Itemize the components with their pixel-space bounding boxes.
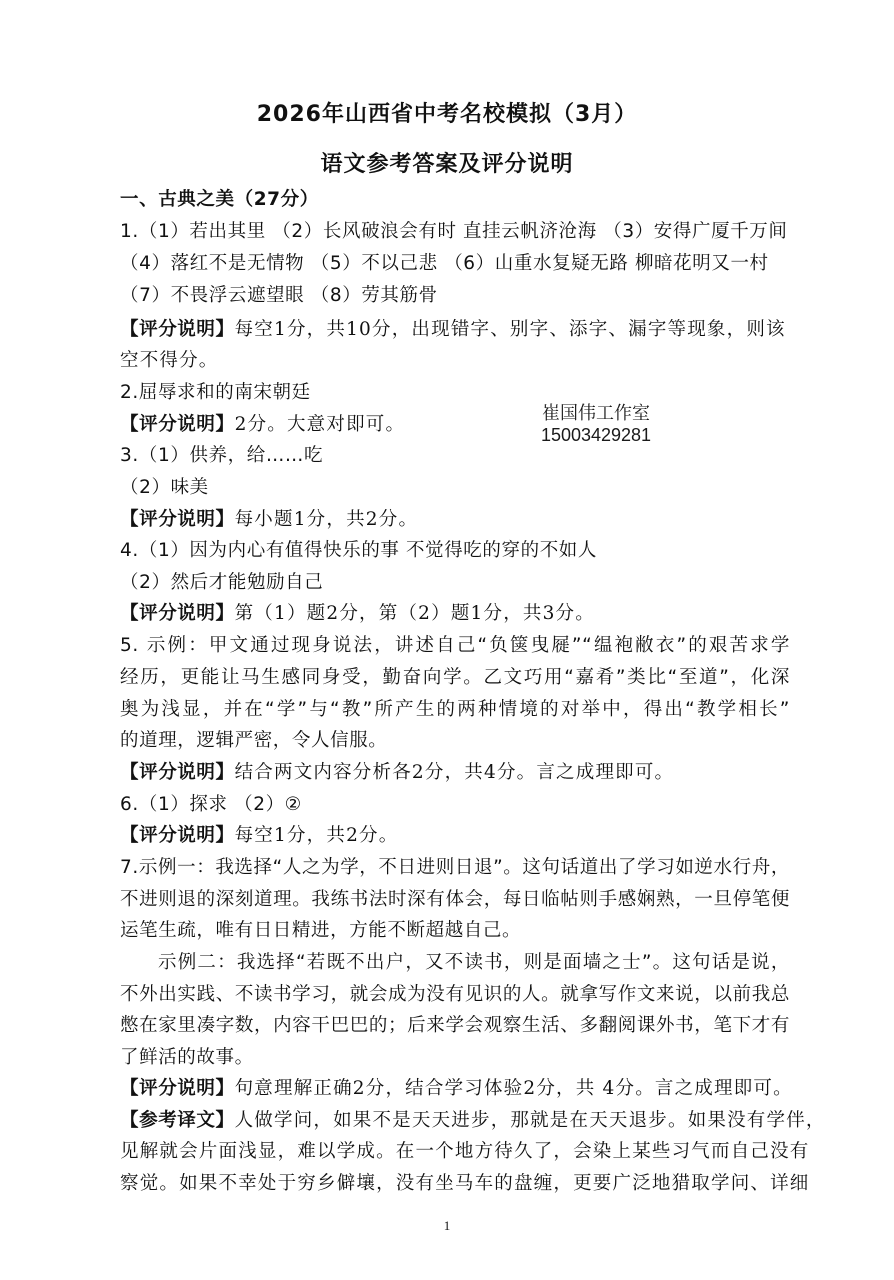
q7-answer-line: 了鲜活的故事。 — [120, 1047, 254, 1068]
q7-answer-line: 憋在家里凑字数，内容干巴巴的；后来学会观察生活、多翻阅课外书，笔下才有 — [120, 1015, 790, 1036]
q4-answer-line: 4.（1）因为内心有值得快乐的事 不觉得吃的穿的不如人 — [120, 540, 598, 561]
q2-answer: 2.屈辱求和的南宋朝廷 — [120, 382, 311, 403]
scoring-label: 【评分说明】 — [120, 603, 235, 624]
watermark-name: 崔国伟工作室 — [542, 403, 650, 423]
q4-answer-line: （2）然后才能勉励自己 — [120, 572, 324, 593]
scoring-text: 结合两文内容分析各2分，共4分。言之成理即可。 — [234, 762, 675, 783]
scoring-text: 每空1分，共2分。 — [234, 825, 399, 846]
q3-answer-line: （2）味美 — [120, 477, 209, 498]
q7-translation — [120, 1109, 826, 1133]
section-heading: 一、古典之美（27分） — [120, 189, 319, 210]
q5-scoring-note — [120, 761, 790, 785]
document-subtitle: 语文参考答案及评分说明 — [320, 152, 574, 177]
scoring-label: 【评分说明】 — [120, 509, 235, 530]
scoring-text: 2分。大意对即可。 — [234, 414, 406, 435]
q5-answer-line: 的道理，逻辑严密，令人信服。 — [120, 730, 388, 751]
watermark-phone: 15003429281 — [540, 425, 652, 445]
scoring-label: 【评分说明】 — [120, 825, 235, 846]
q7-translation-cont: 察觉。如果不幸处于穷乡僻壤，没有坐马车的盘缠，更要广泛地猎取学问、详细 — [120, 1173, 810, 1194]
q3-answer-line: 3.（1）供养，给……吃 — [120, 445, 324, 466]
q1-answer-line: （7）不畏浮云遮望眼 （8）劳其筋骨 — [120, 285, 438, 306]
q7-answer-line: 不进则退的深刻道理。我练书法时深有体会，每日临帖则手感娴熟，一旦停笔便 — [120, 889, 790, 910]
scoring-text: 句意理解正确2分，结合学习体验2分，共 4分。言之成理即可。 — [234, 1078, 793, 1099]
scoring-text: 每空1分，共10分，出现错字、别字、添字、漏字等现象，则该 — [234, 319, 786, 340]
scoring-label: 【评分说明】 — [120, 319, 235, 340]
scoring-label: 【评分说明】 — [120, 1078, 235, 1099]
page-number: 1 — [443, 1218, 451, 1233]
q5-answer-line: 奥为浅显，并在“学”与“教”所产生的两种情境的对举中，得出“教学相长” — [120, 699, 790, 720]
studio-watermark — [526, 402, 666, 446]
q7-answer-line: 不外出实践、不读书学习，就会成为没有见识的人。就拿写作文来说，以前我总 — [120, 984, 790, 1005]
q2-scoring-note — [120, 413, 790, 437]
scoring-label: 【评分说明】 — [120, 414, 235, 435]
q4-scoring-note — [120, 602, 790, 626]
scoring-label: 【评分说明】 — [120, 762, 235, 783]
q6-answer: 6.（1）探求 （2）② — [120, 794, 302, 815]
q7-scoring-note — [120, 1077, 793, 1101]
q7-answer-line: 示例二：我选择“若既不出户，又不读书，则是面墙之士”。这句话是说， — [158, 952, 790, 973]
q5-answer-line: 5. 示例：甲文通过现身说法，讲述自己“负箧曳屣”“缊袍敝衣”的艰苦求学 — [120, 635, 790, 656]
translation-text: 人做学问，如果不是天天进步，那就是在天天退步。如果没有学伴， — [234, 1110, 826, 1131]
q7-answer-line: 7.示例一：我选择“人之为学，不日进则日退”。这句话道出了学习如逆水行舟， — [120, 857, 790, 878]
q1-answer-line: 1.（1）若出其里 （2）长风破浪会有时 直挂云帆济沧海 （3）安得广厦千万间 — [120, 221, 788, 242]
translation-label: 【参考译文】 — [120, 1110, 235, 1131]
q7-answer-line: 运笔生疏，唯有日日精进，方能不断超越自己。 — [120, 920, 522, 941]
q1-scoring-note — [120, 318, 790, 342]
q1-answer-line: （4）落红不是无情物 （5）不以己悲 （6）山重水复疑无路 柳暗花明又一村 — [120, 253, 769, 274]
document-title: 2026年山西省中考名校模拟（3月） — [256, 102, 638, 127]
q7-translation-cont: 见解就会片面浅显，难以学成。在一个地方待久了，会染上某些习气而自己没有 — [120, 1141, 810, 1162]
q1-scoring-note-cont: 空不得分。 — [120, 350, 219, 371]
q5-answer-line: 经历，更能让马生感同身受，勤奋向学。乙文巧用“嘉肴”类比“至道”，化深 — [120, 667, 790, 688]
scoring-text: 第（1）题2分，第（2）题1分，共3分。 — [234, 603, 595, 624]
q3-scoring-note — [120, 508, 790, 532]
q6-scoring-note — [120, 824, 790, 848]
scoring-text: 每小题1分，共2分。 — [234, 509, 419, 530]
